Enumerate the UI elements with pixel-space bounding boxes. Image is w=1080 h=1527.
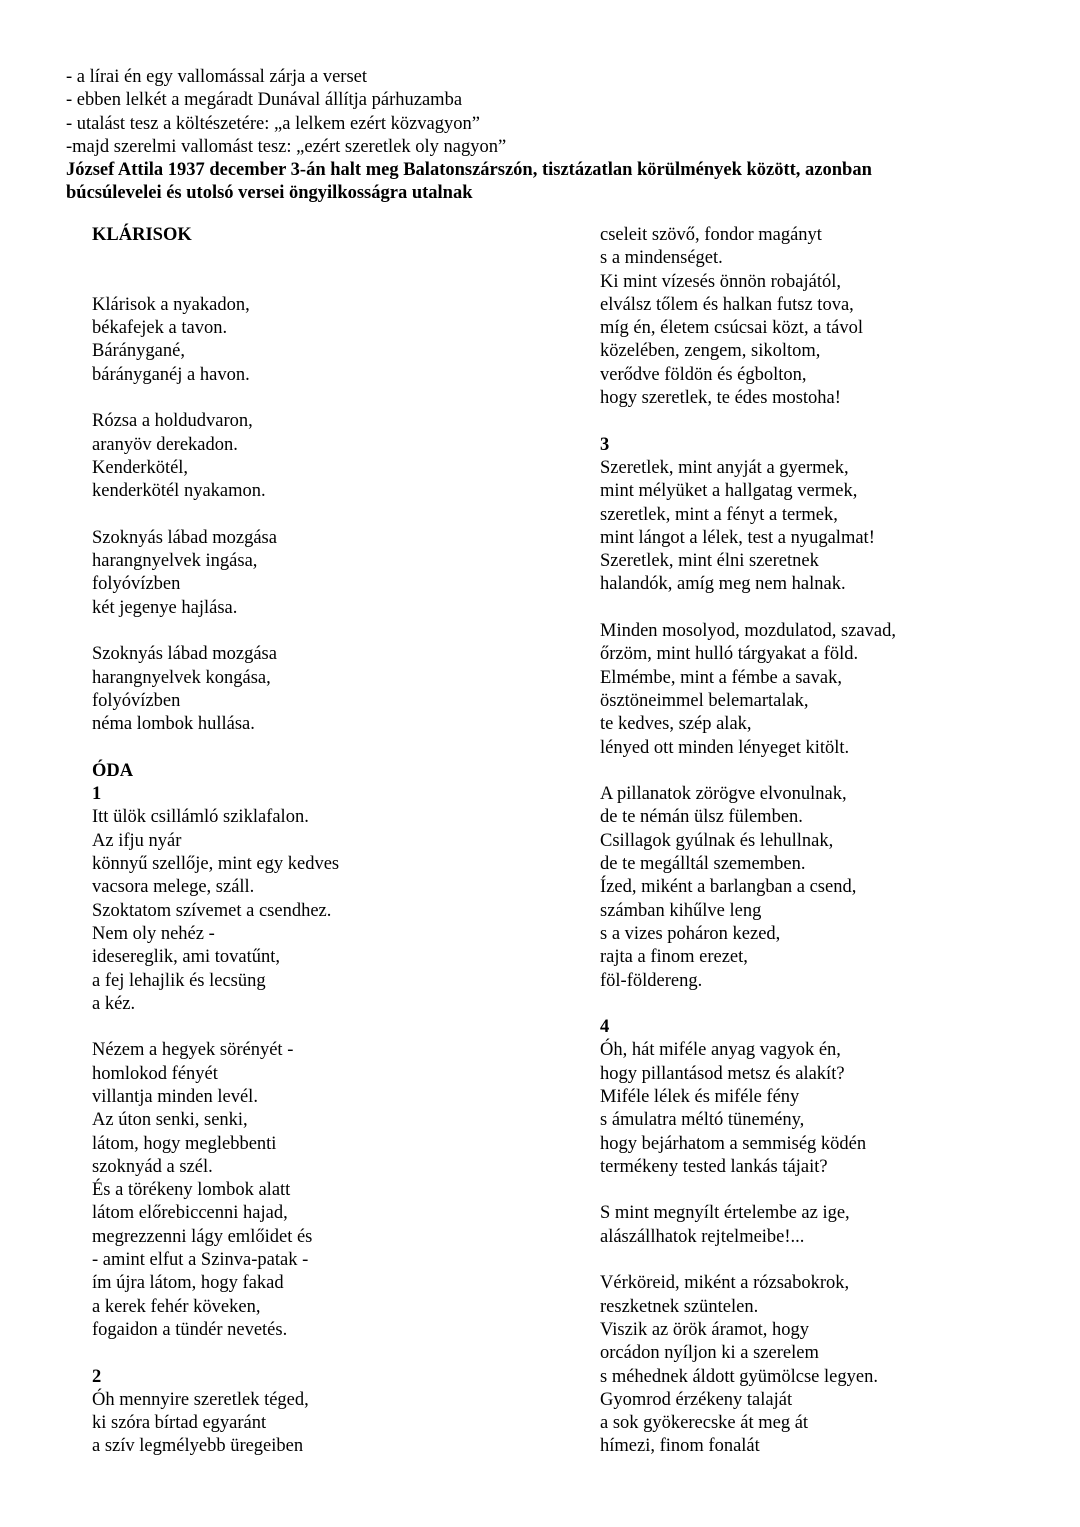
poem-line: Szeretlek, mint anyját a gyermek, xyxy=(600,457,849,478)
poem-heading: 4 xyxy=(600,1017,610,1038)
poem-line: Óh, hát miféle anyag vagyok én, xyxy=(600,1040,841,1061)
poem-line: két jegenye hajlása. xyxy=(92,597,238,618)
poem-column-right xyxy=(600,224,1040,1459)
stanza-gap xyxy=(92,620,562,643)
poem-line: s a mindenséget. xyxy=(600,248,723,269)
note-line: - a lírai én egy vallomással zárja a verset xyxy=(66,67,367,87)
poem-line: ki szóra bírtad egyaránt xyxy=(92,1413,267,1434)
poem-line: hogy bejárhatom a semmiség ködén xyxy=(600,1133,867,1154)
stanza-gap xyxy=(600,410,1040,433)
poem-line: Itt ülök csillámló sziklafalon. xyxy=(92,807,309,828)
poem-line: míg én, életem csúcsai közt, a távol xyxy=(600,318,864,339)
poem-line: s a vizes poháron kezed, xyxy=(600,923,781,944)
poem-line: lényed ott minden lényeget kitölt. xyxy=(600,737,850,758)
poem-line: Elmémbe, mint a fémbe a savak, xyxy=(600,667,842,688)
stanza-gap xyxy=(600,597,1040,620)
poem-line: verődve földön és égbolton, xyxy=(600,364,807,385)
poem-line: Miféle lélek és miféle fény xyxy=(600,1086,800,1107)
stanza-gap xyxy=(92,387,562,410)
poem-line: föl-földereng. xyxy=(600,970,703,991)
poem-heading: 3 xyxy=(600,434,610,455)
poem-line: kenderkötél nyakamon. xyxy=(92,481,266,502)
poem-line: s ámulatra méltó tünemény, xyxy=(600,1110,805,1131)
poem-heading: KLÁRISOK xyxy=(92,225,192,245)
poem-line: Ízed, miként a barlangban a csend, xyxy=(600,877,857,898)
poem-line: hogy szeretlek, te édes mostoha! xyxy=(600,388,841,409)
poem-heading: ÓDA xyxy=(92,760,134,781)
poem-line: Klárisok a nyakadon, xyxy=(92,294,250,315)
poem-line: bárányganéj a havon. xyxy=(92,364,250,385)
poem-line: A pillanatok zörögve elvonulnak, xyxy=(600,784,847,805)
poem-column-left xyxy=(92,224,562,1459)
poem-line: cseleit szövő, fondor magányt xyxy=(600,225,822,245)
poem-line: Báránygané, xyxy=(92,341,185,362)
note-line: - utalást tesz a költészetére: „a lelkem ezért közvagyon” xyxy=(66,113,480,134)
poem-line: a kerek fehér köveken, xyxy=(92,1296,261,1317)
poem-line: reszketnek szüntelen. xyxy=(600,1296,759,1317)
poem-line: Az ifju nyár xyxy=(92,830,182,851)
poem-line: Szoknyás lábad mozgása xyxy=(92,527,277,548)
poem-line: ím újra látom, hogy fakad xyxy=(92,1273,284,1294)
poem-line: harangnyelvek kongása, xyxy=(92,667,271,688)
poem-line: a fej lehajlik és lecsüng xyxy=(92,970,266,991)
poem-line: a sok gyökerecske át meg át xyxy=(600,1413,809,1434)
poem-line: Szoktatom szívemet a csendhez. xyxy=(92,900,332,921)
poem-line: a kéz. xyxy=(92,993,136,1014)
poem-line: s méhednek áldott gyümölcse legyen. xyxy=(600,1366,878,1387)
poem-line: Gyomrod érzékeny talaját xyxy=(600,1389,793,1410)
poem-heading: 2 xyxy=(92,1366,102,1387)
poem-line: halandók, amíg meg nem halnak. xyxy=(600,574,846,595)
poem-line: Kenderkötél, xyxy=(92,457,189,478)
bold-note-line: József Attila 1937 december 3-án halt meg Balatonszárszón, tisztázatlan körülmények között, azonban xyxy=(66,160,872,181)
poem-line: aranyöv derekadon. xyxy=(92,434,238,455)
stanza-gap xyxy=(600,1249,1040,1272)
poem-line: de te némán ülsz fülemben. xyxy=(600,807,803,828)
poem-line: szeretlek, mint a fényt a termek, xyxy=(600,504,838,525)
poem-line: hímezi, finom fonalát xyxy=(600,1436,760,1457)
poem-line: termékeny tested lankás tájait? xyxy=(600,1156,828,1177)
poem-line: elválsz tőlem és halkan futsz tova, xyxy=(600,294,854,315)
poem-line: homlokod fényét xyxy=(92,1063,218,1084)
stanza-gap xyxy=(92,504,562,527)
poem-line: de te megálltál szememben. xyxy=(600,854,806,875)
poem-line: Vérköreid, miként a rózsabokrok, xyxy=(600,1273,850,1294)
stanza-gap xyxy=(92,737,562,760)
poem-line: őrzöm, mint hulló tárgyakat a föld. xyxy=(600,644,859,665)
poem-line: megrezzenni lágy emlőidet és xyxy=(92,1226,313,1247)
poem-line: a szív legmélyebb üregeiben xyxy=(92,1436,304,1457)
poem-line: S mint megnyílt értelembe az ige, xyxy=(600,1203,850,1224)
note-line: -majd szerelmi vallomást tesz: „ezért szeretlek oly nagyon” xyxy=(66,136,507,157)
stanza-gap xyxy=(92,247,562,270)
poem-line: Ki mint vízesés önnön robajától, xyxy=(600,271,841,292)
poem-line: Minden mosolyod, mozdulatod, szavad, xyxy=(600,621,896,642)
poem-line: számban kihűlve leng xyxy=(600,900,762,921)
poem-line: látom, hogy meglebbenti xyxy=(92,1133,277,1154)
poem-line: Viszik az örök áramot, hogy xyxy=(600,1319,810,1340)
poem-line: fogaidon a tündér nevetés. xyxy=(92,1319,288,1340)
poem-heading: 1 xyxy=(92,784,102,805)
poem-line: Nem oly nehéz - xyxy=(92,923,215,944)
poem-line: rajta a finom erezet, xyxy=(600,947,748,968)
bold-note-line: búcsúlevelei és utolsó versei öngyilkosságra utalnak xyxy=(66,183,473,204)
poem-line: könnyű szellője, mint egy kedves xyxy=(92,854,340,875)
poem-line: harangnyelvek ingása, xyxy=(92,551,258,572)
notes-section xyxy=(66,66,1026,206)
poem-line: folyóvízben xyxy=(92,690,181,711)
poem-line: vacsora melege, száll. xyxy=(92,877,255,898)
poem-line: mint mélyüket a hallgatag vermek, xyxy=(600,481,858,502)
poem-line: ösztöneimmel belemartalak, xyxy=(600,690,809,711)
poem-line: szoknyád a szél. xyxy=(92,1156,213,1177)
poem-line: látom előrebiccenni hajad, xyxy=(92,1203,288,1224)
note-line: - ebben lelkét a megáradt Dunával állítja párhuzamba xyxy=(66,90,463,111)
poem-line: néma lombok hullása. xyxy=(92,714,255,735)
stanza-gap xyxy=(92,271,562,294)
poem-line: - amint elfut a Szinva-patak - xyxy=(92,1250,309,1271)
poem-line: Rózsa a holdudvaron, xyxy=(92,411,253,432)
stanza-gap xyxy=(600,993,1040,1016)
poem-line: mint lángot a lélek, test a nyugalmat! xyxy=(600,527,875,548)
poem-line: békafejek a tavon. xyxy=(92,318,228,339)
poem-line: közelében, zengem, sikoltom, xyxy=(600,341,821,362)
poem-line: Csillagok gyúlnak és lehullnak, xyxy=(600,830,834,851)
stanza-gap xyxy=(92,1342,562,1365)
poem-line: hogy pillantásod metsz és alakít? xyxy=(600,1063,845,1084)
stanza-gap xyxy=(600,1179,1040,1202)
poem-line: Az úton senki, senki, xyxy=(92,1110,248,1131)
poem-line: idesereglik, ami tovatűnt, xyxy=(92,947,281,968)
poem-line: folyóvízben xyxy=(92,574,181,595)
poem-line: És a törékeny lombok alatt xyxy=(92,1180,291,1201)
poem-line: alászállhatok rejtelmeibe!... xyxy=(600,1226,805,1247)
poem-line: villantja minden levél. xyxy=(92,1086,258,1107)
stanza-gap xyxy=(600,760,1040,783)
poem-line: Szeretlek, mint élni szeretnek xyxy=(600,551,819,572)
stanza-gap xyxy=(92,1016,562,1039)
poem-line: Nézem a hegyek sörényét - xyxy=(92,1040,294,1061)
poem-line: orcádon nyíljon ki a szerelem xyxy=(600,1343,819,1364)
poem-line: Szoknyás lábad mozgása xyxy=(92,644,277,665)
poem-line: te kedves, szép alak, xyxy=(600,714,752,735)
poem-line: Óh mennyire szeretlek téged, xyxy=(92,1389,309,1410)
